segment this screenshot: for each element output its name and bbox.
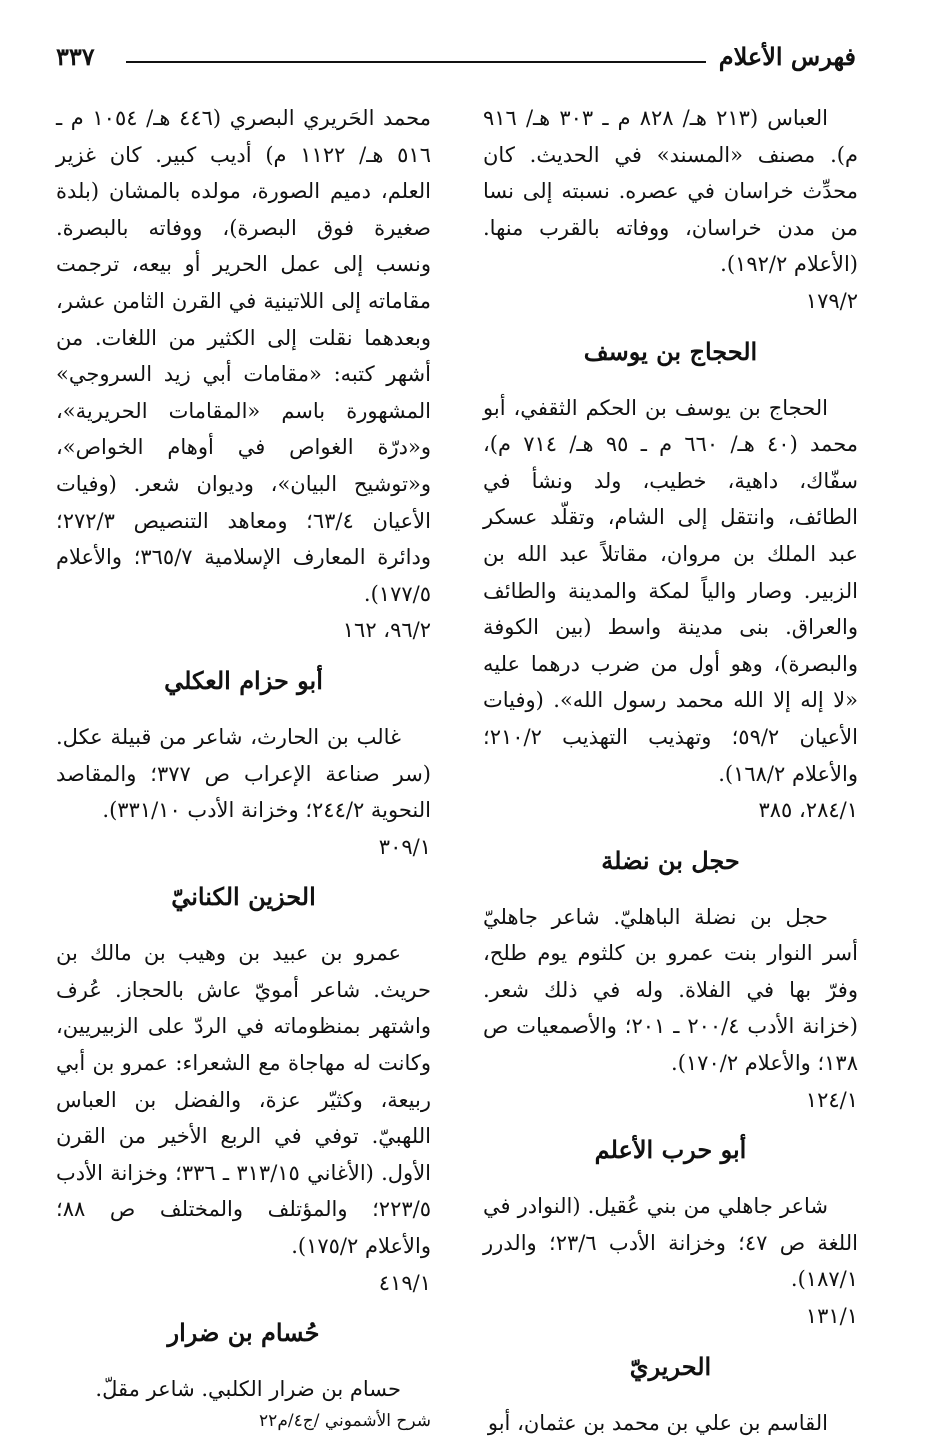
footer-note: شرح الأشموني /ج٤/م٢٢ <box>259 1410 431 1431</box>
entry-text: العباس (٢١٣ هـ/ ٨٢٨ م ـ ٣٠٣ هـ/ ٩١٦ م). مصنف «المسند» في الحديث. كان محدِّث خراسان في عصره. نسبته إلى نسا من مدن خراسان، ووفاته بالقرب منها. (الأعلام ١٩٢/٢). <box>483 106 858 277</box>
page-title: فهرس الأعلام <box>718 42 856 71</box>
entry-text: شاعر جاهلي من بني عُقيل. (النوادر في اللغة ص ٤٧؛ وخزانة الأدب ٢٣/٦؛ والدرر ١٨٧/١). <box>483 1194 858 1292</box>
entry-heading: أبو حرب الأعلم <box>594 1135 747 1165</box>
entry-reference: ٤١٩/١ <box>378 1270 431 1295</box>
entry-text: عمرو بن عبيد بن وهيب بن مالك بن حريث. شاعر أمويّ عاش بالحجاز. عُرف واشتهر بمنظوماته في الردّ على الزبيريين، وكانت له مهاجاة مع الشعراء: عمرو بن أبي ربيعة، وكثيّر عزة، والفضل بن العباس اللهبيّ. توفي في الربع الأخير من القرن الأول. (الأغاني ٣١٣/١٥ ـ ٣٣٦؛ وخزانة الأدب ٢٢٣/٥؛ والمؤتلف والمختلف ص ٨٨؛ والأعلام ١٧٥/٢). <box>56 941 432 1259</box>
entry-heading: الحزين الكنانيّ <box>171 882 316 912</box>
entry-reference: ٩٦/٢، ١٦٢ <box>342 618 431 643</box>
page-number: ٣٣٧ <box>56 42 95 71</box>
entry-text: حجل بن نضلة الباهليّ. شاعر جاهليّ أسر النوار بنت عمرو بن كلثوم يوم طلح، وفرّ بها في الفلاة. وله في ذلك شعر. (خزانة الأدب ٢٠٠/٤ ـ ٢٠١؛ والأصمعيات ص ١٣٨؛ والأعلام ١٧٠/٢). <box>483 904 858 1076</box>
entry-text: محمد الحَريري البصري (٤٤٦ هـ/ ١٠٥٤ م ـ ٥١٦ هـ/ ١١٢٢ م) أديب كبير. كان غزير العلم، دميم الصورة، مولده بالمشان (بلدة صغيرة فوق البصرة)، ووفاته بالبصرة. ونسب إلى عمل الحرير أو بيعه، ترجمت مقاماته إلى اللاتينية في القرن الثامن عشر، وبعدهما نقلت إلى الكثير من اللغات. من أشهر كتبه: «مقامات أبي زيد السروجي» المشهورة باسم «المقامات الحريرية»، و«درّة الغواص في أوهام الخواص»، و«توشيح البيان»، وديوان شعر. (وفيات الأعيان ٦٣/٤؛ ومعاهد التنصيص ٢٧٢/٣؛ ودائرة المعارف الإسلامية ٣٦٥/٧؛ والأعلام ١٧٧/٥). <box>56 106 431 606</box>
entry-text: غالب بن الحارث، شاعر من قبيلة عكل. (سر صناعة الإعراب ص ٣٧٧؛ والمقاصد النحوية ٢٤٤/٢؛ وخزانة الأدب ٣٣١/١٠). <box>56 724 431 823</box>
entry-heading: أبو حزام العكلي <box>164 665 323 695</box>
left-column <box>56 100 432 1431</box>
entry-reference: ١٢٤/١ <box>805 1087 858 1112</box>
right-column <box>483 100 859 1435</box>
entry-heading: الحجاج بن يوسف <box>583 336 758 366</box>
entry-heading: الحريريّ <box>629 1351 712 1381</box>
entry-reference: ٣٠٩/١ <box>378 834 431 859</box>
entry-heading: حجل بن نضلة <box>601 845 740 875</box>
entry-text: القاسم بن علي بن محمد بن عثمان، أبو <box>487 1410 828 1435</box>
entry-reference: ١٣١/١ <box>805 1304 858 1329</box>
entry-reference: ٢٨٤/١، ٣٨٥ <box>758 798 858 823</box>
page-header <box>56 42 856 82</box>
entry-text: حسام بن ضرار الكلبي. شاعر مقلّ. <box>95 1377 401 1402</box>
entry-reference: ١٧٩/٢ <box>805 288 858 313</box>
entry-text: الحجاج بن يوسف بن الحكم الثقفي، أبو محمد (٤٠ هـ/ ٦٦٠ م ـ ٩٥ هـ/ ٧١٤ م)، سفّاك، داهية، خطيب، ولد ونشأ في الطائف، وانتقل إلى الشام، وتقلّد عسكر عبد الملك بن مروان، مقاتلاً عبد الله بن الزبير. وصار والياً لمكة والمدينة والطائف والعراق. بنى مدينة واسط (بين الكوفة والبصرة)، وهو أول من ضرب درهما عليه «لا إله إلا الله محمد رسول الله». (وفيات الأعيان ٥٩/٢؛ وتهذيب التهذيب ٢١٠/٢؛ والأعلام ١٦٨/٢). <box>483 395 859 786</box>
header-rule <box>126 61 706 63</box>
entry-heading: حُسام بن ضرار <box>167 1318 320 1348</box>
